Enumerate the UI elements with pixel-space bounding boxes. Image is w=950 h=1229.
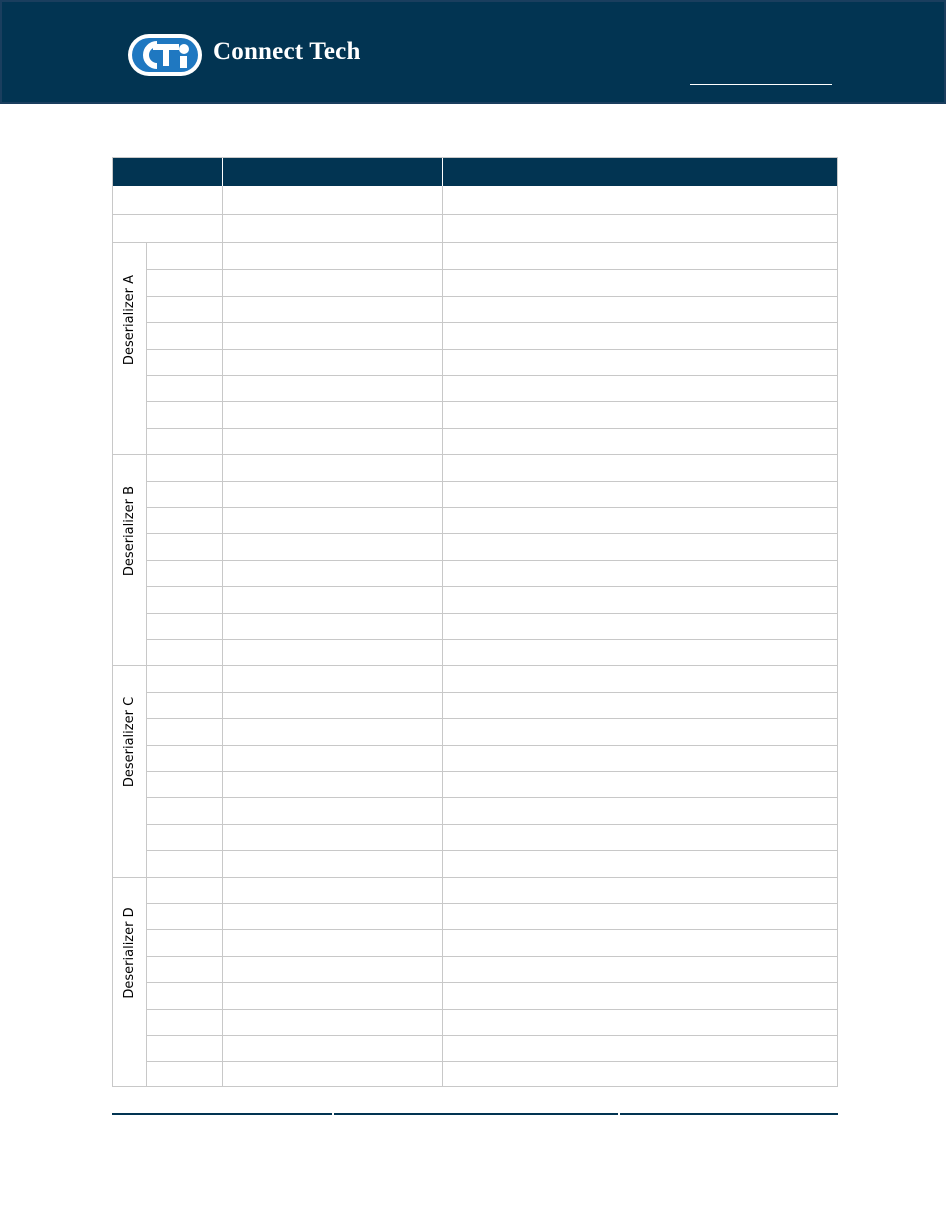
table-row <box>146 269 837 270</box>
footer-rule <box>112 1113 838 1115</box>
table-row <box>146 771 837 772</box>
table-row <box>146 322 837 323</box>
table-row <box>146 533 837 534</box>
table-row <box>146 296 837 297</box>
table-row <box>113 665 837 666</box>
group-label-d: Deserializer D <box>122 907 137 999</box>
table-row <box>146 929 837 930</box>
table-row <box>146 375 837 376</box>
table-row <box>146 428 837 429</box>
table-row <box>146 745 837 746</box>
group-label-b: Deserializer B <box>122 485 137 577</box>
table-header-row <box>113 158 837 186</box>
table-row <box>113 877 837 878</box>
page-header <box>0 0 946 104</box>
table-row <box>146 850 837 851</box>
table-row <box>146 1061 837 1062</box>
table-row <box>146 718 837 719</box>
table-row <box>146 692 837 693</box>
table-row <box>146 1035 837 1036</box>
table-row <box>146 349 837 350</box>
table-row <box>146 797 837 798</box>
footer-rule-gap <box>618 1113 620 1115</box>
brand-name: Connect Tech <box>213 38 361 65</box>
table-row <box>146 982 837 983</box>
table-row <box>146 903 837 904</box>
table-row <box>146 956 837 957</box>
table-row <box>146 560 837 561</box>
deserializer-table <box>112 157 838 1087</box>
cti-logo-icon <box>127 33 203 77</box>
table-row <box>146 824 837 825</box>
group-label-a: Deserializer A <box>122 274 137 366</box>
table-header-divider <box>222 158 223 186</box>
table-header-divider <box>442 158 443 186</box>
group-label-c: Deserializer C <box>122 696 137 788</box>
table-row <box>146 507 837 508</box>
table-row <box>146 613 837 614</box>
table-row <box>146 639 837 640</box>
table-row <box>146 586 837 587</box>
table-row <box>146 1009 837 1010</box>
table-row <box>146 401 837 402</box>
footer-rule-gap <box>332 1113 334 1115</box>
header-underline <box>690 84 832 85</box>
table-row <box>146 481 837 482</box>
table-row <box>113 454 837 455</box>
